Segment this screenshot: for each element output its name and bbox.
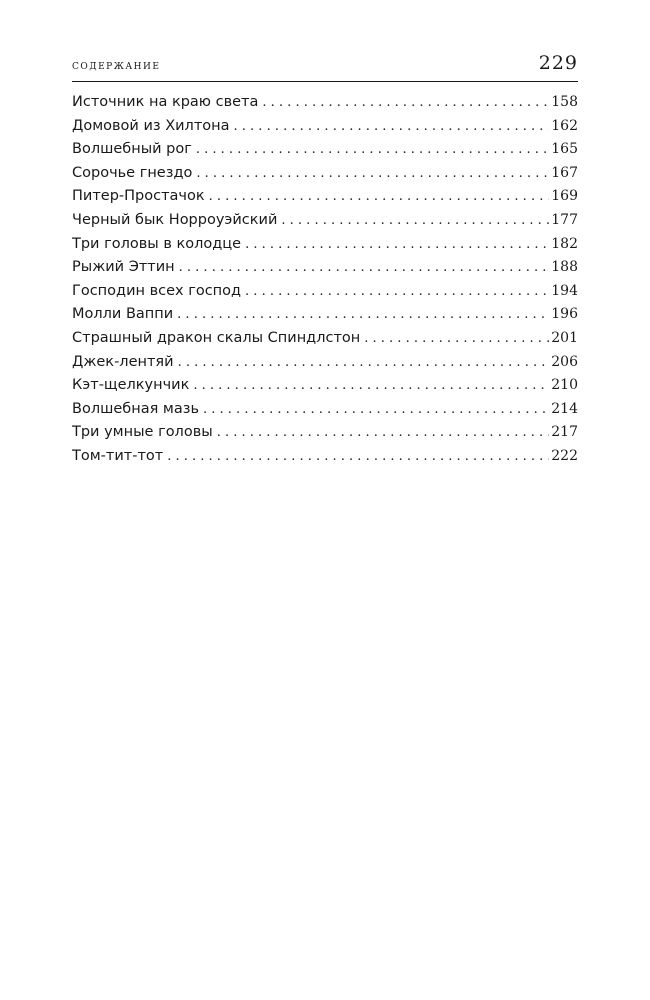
toc-entry (72, 374, 578, 398)
toc-entry-title: Домовой из Хилтона (72, 117, 230, 134)
dot-leader (262, 91, 549, 115)
toc-entry-page: 158 (551, 94, 578, 110)
toc-entry-page: 214 (551, 400, 578, 417)
toc-entry-title: Сорочье гнездо (72, 164, 193, 181)
dot-leader (234, 115, 550, 139)
toc-entry-page: 169 (551, 188, 578, 205)
dot-leader (179, 256, 550, 280)
toc-entry-title: Волшебный рог (72, 141, 192, 158)
dot-leader (203, 398, 549, 422)
toc-entry (72, 115, 578, 139)
toc-entry (72, 256, 578, 280)
toc-entry (72, 162, 578, 186)
toc-entry-title: Волшебная мазь (72, 400, 199, 417)
toc-entry-page: 194 (551, 282, 578, 299)
toc-entry (72, 445, 578, 469)
toc-entry-page: 182 (551, 235, 578, 252)
toc-entry-page: 201 (551, 329, 578, 346)
toc-entry-title: Питер-Простачок (72, 188, 205, 205)
toc-entry-title: Источник на краю света (72, 94, 259, 110)
toc-entry-page: 162 (551, 117, 578, 134)
toc-entry (72, 303, 578, 327)
toc-entry-title: Том-тит-тот (72, 447, 164, 464)
toc-entry (72, 138, 578, 162)
toc-entry-title: Молли Ваппи (72, 306, 174, 323)
toc-entry-page: 206 (551, 353, 578, 370)
toc-entry (72, 185, 578, 209)
dot-leader (364, 327, 549, 351)
toc-entry (72, 209, 578, 233)
toc-entry-title: Черный бык Норроуэйский (72, 211, 278, 228)
toc-entry (72, 327, 578, 351)
toc-entry-page: 165 (551, 141, 578, 158)
header-rule (72, 81, 578, 82)
dot-leader (178, 351, 550, 375)
toc-entry-title: Джек-лентяй (72, 353, 174, 370)
toc-entry (72, 91, 578, 115)
toc-entry (72, 398, 578, 422)
dot-leader (245, 233, 549, 257)
table-of-contents (72, 91, 578, 469)
toc-entry (72, 351, 578, 375)
toc-entry (72, 233, 578, 257)
toc-entry-page: 188 (551, 259, 578, 276)
dot-leader (177, 303, 549, 327)
toc-entry-title: Три головы в колодце (72, 235, 242, 252)
dot-leader (196, 138, 549, 162)
toc-entry-page: 167 (551, 164, 578, 181)
dot-leader (196, 162, 549, 186)
toc-entry-title: Рыжий Эттин (72, 259, 175, 276)
running-head: содержание (72, 57, 161, 73)
toc-entry-page: 196 (551, 306, 578, 323)
dot-leader (209, 185, 550, 209)
toc-entry-page: 210 (551, 377, 578, 394)
page-header (72, 52, 578, 78)
toc-entry-title: Кэт-щелкунчик (72, 377, 190, 394)
dot-leader (281, 209, 549, 233)
toc-entry-page: 217 (551, 424, 578, 441)
dot-leader (245, 280, 549, 304)
dot-leader (193, 374, 549, 398)
dot-leader (217, 421, 550, 445)
page-number: 229 (538, 52, 578, 74)
toc-entry (72, 421, 578, 445)
toc-entry-title: Господин всех господ (72, 282, 242, 299)
dot-leader (167, 445, 549, 469)
toc-entry-title: Страшный дракон скалы Спиндлстон (72, 329, 361, 346)
toc-entry-page: 177 (551, 211, 578, 228)
toc-entry (72, 280, 578, 304)
toc-entry-title: Три умные головы (72, 424, 213, 441)
toc-entry-page: 222 (551, 447, 578, 464)
